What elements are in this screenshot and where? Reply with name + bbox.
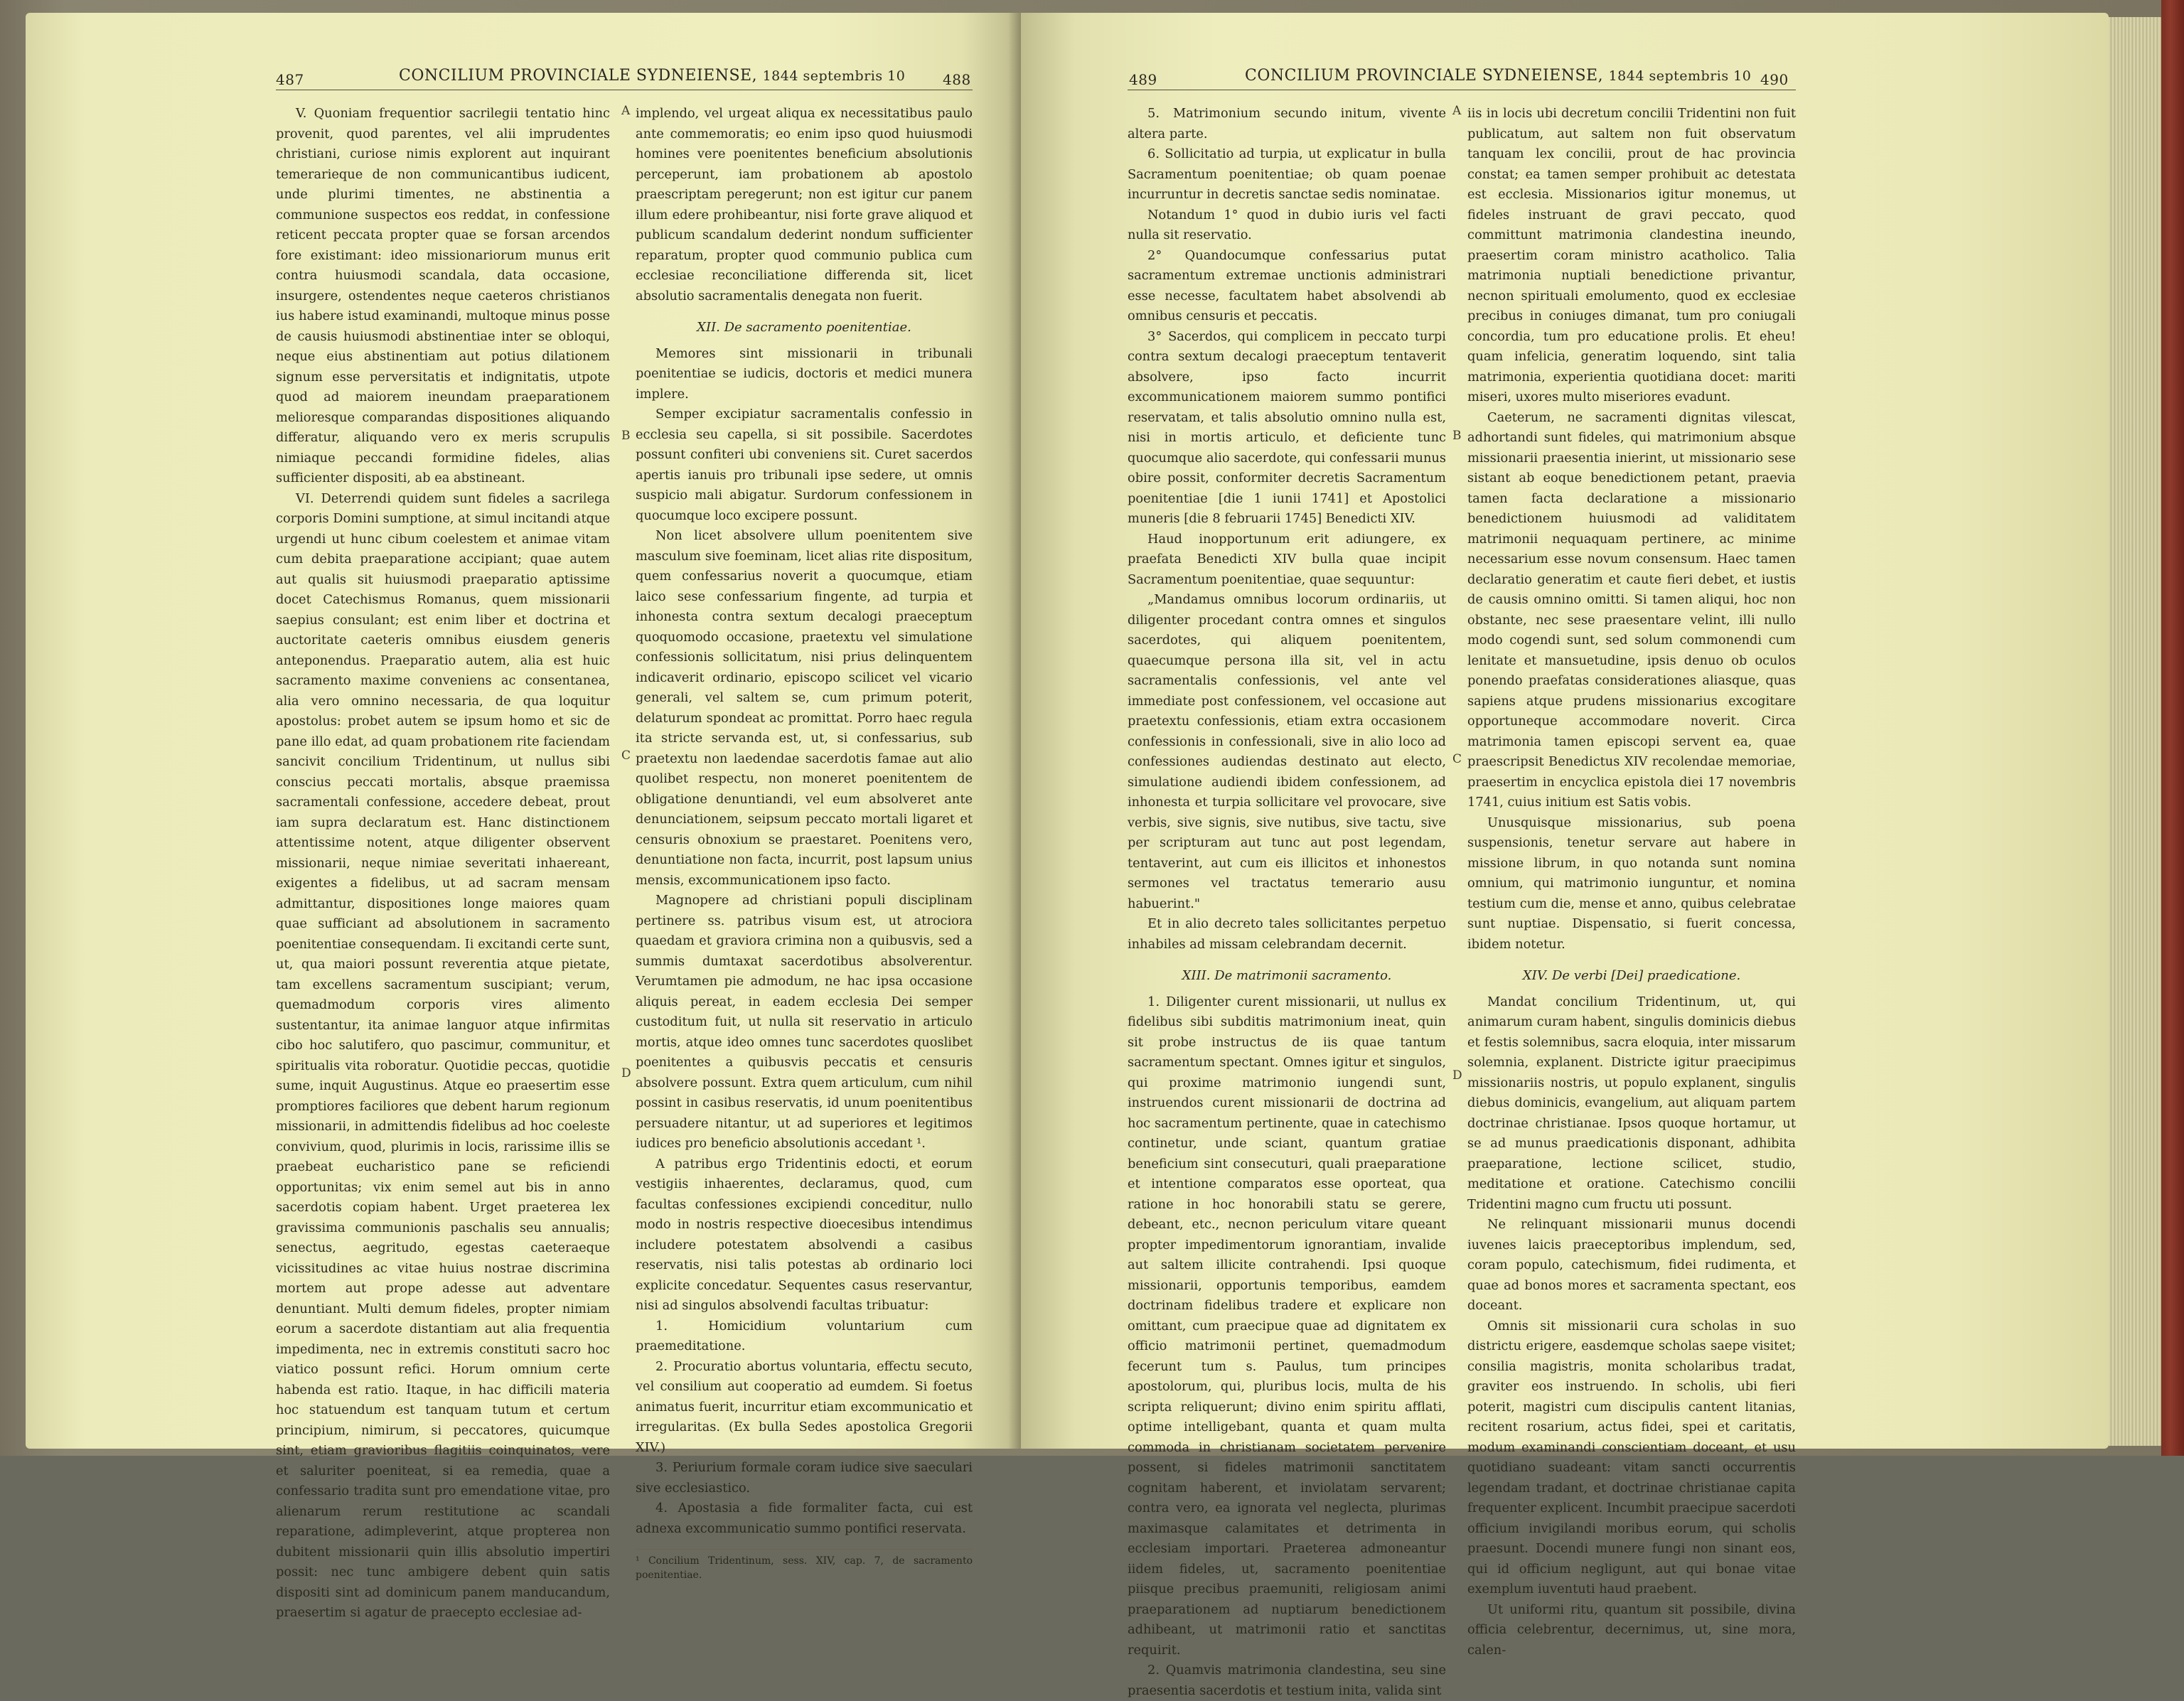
list-item: 4. Apostasia a fide formaliter facta, cui est adnexa excommunicatio summo pontifici reservata.	[636, 1501, 973, 1536]
section-heading-xiv: XIV. De verbi [Dei] praedicatione.	[1522, 968, 1741, 983]
paragraph: Semper excipiatur sacramentalis confessio in ecclesia seu capella, si sit possibile. Sacerdotes possunt confiteri ubi conveniens sit. Curet sacerdos apertis ianuis pro tribunali ipse sedere, ut omnis suspicio mali abigatur. Surdorum confessionem in quocumque loco excipere possunt.	[636, 407, 973, 523]
page-number-489: 489	[1129, 71, 1157, 88]
paragraph: Ne relinquant missionarii munus docendi iuvenes laicis praeceptoribus implendum, sed, coram populo, catechismum, fidei rudimenta, et quae ad bonos mores et sacramenta spectant, eos doceant.	[1467, 1217, 1796, 1313]
paragraph: VI. Deterrendi quidem sunt fideles a sacrilega corporis Domini sumptione, at simul incitandi atque urgendi ut hunc cibum coelestem et animae vitam cum debita praeparatione accipiant; quae autem aut qualis sit huiusmodi praeparatio aptissime docet Catechismus Romanus, quem missionarii saepius consulant; est enim liber et doctrina et auctoritate caeteris omnibus eiusdem generis anteponendus. Praeparatio autem, alia est huic sacramento maxime conveniens ac consentanea, alia vero omnino necessaria, de qua loquitur apostolus: probet autem se ipsum homo et sic de pane illo edat, ad quam probationem rite faciendam sancivit concilium Tridentinum, ut nullus sibi conscius peccati mortalis, absque praemissa sacramentali confessione, accedere debeat, prout iam supra declaratum est. Hanc distinctionem attentissime notent, atque diligenter observent missionarii, neque nimiae severitati inhaereant, exigentes a fidelibus, ut ad sacram mensam admittantur, dispositiones longe maiores quam quae sufficiant ad absolutionem in sacramento poenitentiae consequendam. Ii excitandi certe sunt, ut, qua maiori possunt reverentia atque pietate, tam excellens sacramentum suscipiant; verum, quemadmodum corporis vires alimento sustentantur, ita animae languor atque infirmitas cibo hoc salutifero, quo pascimur, communitur, et spiritualis vita roboratur. Quotidie peccas, quotidie sume, inquit Augustinus. Atque eo praesertim esse promptiores faciliores que debent harum regionum missionarii, in admittendis fidelibus ad hoc coeleste convivium, quod, plurimis in locis, rarissime illis se praebeat eucharistico pane se reficiendi opportunitas; vix enim semel aut bis in anno sacerdotis copiam habent. Urget praeterea lex gravissima communionis paschalis seu annualis; senectus, aegritudo, egestas caeteraeque vicissitudines ac vitae huius nostrae discrimina mortem aut prope adesse aut adventare denuntiant. Multi demum fideles, propter nimiam eorum a sacerdote distantiam aut alia frequentia impedimenta, nec in extremis constituti sacro hoc viatico possunt refici. Horum omnium certe habenda est ratio. Itaque, in hac difficili materia hoc statuendum est tanquam tutum et certum principium, nimirum, si peccatores, quicumque sint, etiam gravioribus flagitiis coinquinatos, vere et saluriter poeniteat, si ea remedia, quae a confessario tradita sunt pro emendatione vitae, pro alienarum rerum restitutione ac scandali reparatione, adimpleverint, atque propterea non dubitent missionarii quin illis absolutio impertiri possit: nec tunc ambigere debent quin satis dispositi sint ad dominicum panem manducandum, praesertim si agatur de praecepto ecclesiae ad-	[276, 490, 610, 1620]
list-item: 1. Homicidium voluntarium cum praemeditatione.	[636, 1318, 973, 1353]
paragraph: implendo, vel urgeat aliqua ex necessitatibus paulo ante commemoratis; eo enim ipso quod huiusmodi homines vere poenitentes beneficium absolutionis perceperunt, iam probationem ab apostolo praescriptam peregerunt; non est igitur cur panem illum edere prohibeantur, nisi forte grave aliquod et publicum scandalum dederint nondum sufficienter reparatum, propter quod communio publica cum ecclesiae reconciliatione differenda sit, licet absolutio sacramentalis denegata non fuerit.	[636, 106, 973, 304]
paragraph: Caeterum, ne sacramenti dignitas vilescat, adhortandi sunt fideles, qui matrimonium absque missionarii praesentia inierint, ut missionario sese sistant ab eoque benedictionem petant, praevia tamen facta declaratione a missionario benedictionem huiusmodi ad validitatem matrimonii nequaquam pertinere, ac minime necessarium esse novum consensum. Haec tamen declaratio generatim et caute fieri debet, et iustis de causis omnino omitti. Si tamen aliqui, hoc non obstante, nec sese praesentare velint, illi nullo modo cogendi sunt, sed solum commonendi cum lenitate et mansuetudine, ipsis denuo ob oculos ponendo praefatas considerationes aliasque, quas sapiens atque prudens missionarius excogitare opportuneque accommodare noverit. Circa matrimonia tamen episcopi servent ea, quae praescripsit Benedictus XIV recolendae memoriae, praesertim in encyclica epistola diei 17 novembris 1741, cuius initium est Satis vobis.	[1467, 409, 1796, 810]
footnote: ¹ Concilium Tridentinum, sess. XIV, cap. 7, de sacramento poenitentiae.	[636, 1549, 973, 1582]
page-number-490: 490	[1760, 71, 1789, 88]
page-block-edges	[2109, 17, 2166, 1446]
paragraph: 1. Diligenter curent missionarii, ut nullus ex fidelibus sibi subditis matrimonium ineat, quin sit probe instructus de iis quae tantum sacramentum spectant. Omnes igitur et singulos, qui proxime matrimonio iungendi sunt, instruendos curent missionarii de doctrina ad hoc sacramentum pertinente, quae in catechismo continetur, unde sciant, quantum gratiae beneficium sint consecuturi, quali praeparatione et intentione comparatos esse oporteat, qua ratione in hoc honorabili statu se gerere, debeant, etc., necnon periculum vitare queant propter impedimentorum ignorantiam, invalide aut saltem illicite contrahendi. Ipsi quoque missionarii, opportunis temporibus, eamdem doctrinam fidelibus tradere et explicare non omittant, cum praecipue quae ad dignitatem ex officio matrimonii pertinet, quemadmodum fecerunt tum s. Paulus, tum principes apostolorum, qui, pluribus locis, multa de his scripta reliquerunt; divino enim spiritu afflati, optime intelligebant, quanta et quam multa commoda in christianam societatem pervenire possent, si fideles matrimonii sanctitatem cognitam haberent, et inviolatam servarent; contra vero, ea ignorata vel neglecta, plurimas maximasque calamitates et detrimenta in ecclesiam importari. Praeterea admoneantur iidem fideles, ut, sacramento poenitentiae piisque precibus praemuniti, religiosam animi praeparationem ad nuptiarum benedictionem adhibeant, ut matrimonii ratio et sanctitas requirit.	[1128, 994, 1446, 1658]
paragraph: Omnis sit missionarii cura scholas in suo districtu erigere, easdemque scholas saepe visitet; consilia magistris, monita scholaribus tradat, graviter eos instruendo. In scholis, ubi fieri poterit, magistri cum discipulis cantent litanias, recitent rosarium, actus fidei, spei et caritatis, modum examinandi conscientiam doceant, et usu quotidiano suadeant: vitam sancti occurrentis legendam tradant, et doctrinae christianae capita frequenter explicent. Incumbit praecipue sacerdoti officium invigilandi moribus eorum, qui scholis praesunt. Docendi munere fungi non sinant eos, qui id officium negligunt, aut qui bonae vitae exemplum iuventuti haud praebent.	[1467, 1318, 1796, 1597]
margin-mark-d: D	[1452, 1068, 1462, 1083]
margin-mark-d: D	[621, 1066, 631, 1080]
margin-mark-a: A	[621, 104, 631, 118]
running-title-text: CONCILIUM PROVINCIALE SYDNEIENSE,	[399, 67, 758, 85]
left-page-column-1	[276, 104, 610, 1624]
paragraph: Memores sint missionarii in tribunali poenitentiae se iudicis, doctoris et medici munera implere.	[636, 345, 973, 402]
paragraph: Mandat concilium Tridentinum, ut, qui animarum curam habent, singulis dominicis diebus et festis solemnibus, sacra eloquia, inter missarum solemnia, explanent. Districte igitur praecipimus missionariis nostris, ut populo explanent, singulis diebus dominicis, evangelium, aut aliquam partem doctrinae christianae. Ipsos quoque hortamur, ut se ad munus praedicationis disponant, adhibita praeparatione, lectione scilicet, studio, meditatione et oratione. Catechismo concilii Tridentini magno cum fructu uti possunt.	[1467, 994, 1796, 1212]
paragraph: 3° Sacerdos, qui complicem in peccato turpi contra sextum decalogi praeceptum tentaverit absolvere, ipso facto incurrit excommunicationem maiorem summo pontifici reservatam, et talis absolutio omnino nulla est, nisi in mortis articulo, et deficiente tunc quocumque alio sacerdote, qui confessarii munus obire possit, conformiter decretis Sacramentum poenitentiae [die 1 iunii 1741] et Apostolici muneris [die 8 februarii 1745] Benedicti XIV.	[1128, 328, 1446, 526]
paragraph: Notandum 1° quod in dubio iuris vel facti nulla sit reservatio.	[1128, 207, 1446, 242]
list-item: 2. Procuratio abortus voluntaria, effectu secuto, vel consilium aut cooperatio ad eumdem. Si foetus animatus fuerit, incurritur etiam excommunicatio et irregularitas. (Ex bulla Sedes apostolica Gregorii XIV.)	[636, 1358, 973, 1455]
left-page	[26, 13, 1021, 1620]
margin-mark-a: A	[1452, 104, 1462, 118]
paragraph: Magnopere ad christiani populi disciplinam pertinere ss. patribus visum est, ut atrociora quaedam et graviora crimina non a quibusvis, sed a summis dumtaxat sacerdotibus absolverentur. Verumtamen pie admodum, ne hac ipsa occasione aliquis pereat, in eadem ecclesia Dei semper custoditum fuit, ut nulla sit reservatio in articulo mortis, atque ideo omnes tunc sacerdotes quoslibet poenitentes a quibusvis peccatis et censuris absolvere possunt. Extra quem articulum, cum nihil possint in casibus reservatis, id unum poenitentibus persuadere nitantur, ut ad superiores et legitimos iudices pro beneficio absolutionis accedant ¹.	[636, 893, 973, 1151]
page-number-487: 487	[276, 71, 304, 88]
left-page-header	[26, 57, 1021, 90]
paragraph: 2. Quamvis matrimonia clandestina, seu sine praesentia sacerdotis et testium inita, valida sint	[1128, 1663, 1446, 1698]
section-heading-xii: XII. De sacramento poenitentiae.	[697, 320, 911, 335]
margin-mark-c: C	[621, 748, 631, 763]
paragraph: 5. Matrimonium secundo initum, vivente altera parte.	[1128, 106, 1446, 141]
list-item: 3. Periurium formale coram iudice sive saeculari sive ecclesiastico.	[636, 1460, 973, 1496]
right-page-column-2	[1467, 104, 1796, 1660]
running-title-date: 1844 septembris 10	[762, 68, 906, 84]
margin-mark-c: C	[1452, 752, 1462, 766]
margin-mark-b: B	[621, 429, 631, 443]
right-page	[1021, 13, 2109, 1698]
page-number-488: 488	[943, 71, 971, 88]
paragraph: 2° Quandocumque confessarius putat sacramentum extremae unctionis administrari esse necesse, facultatem habet absolvendi ab omnibus censuris et peccatis.	[1128, 247, 1446, 323]
margin-mark-b: B	[1452, 429, 1462, 443]
paragraph: Unusquisque missionarius, sub poena suspensionis, tenetur servare aut habere in missione librum, in quo notanda sunt nomina omnium, qui matrimonio iunguntur, et nomina testium cum die, mense et anno, quibus celebratae sunt nuptiae. Dispensatio, si fuerit concessa, ibidem notetur.	[1467, 815, 1796, 952]
running-title	[1245, 67, 1751, 85]
paragraph: V. Quoniam frequentior sacrilegii tentatio hinc provenit, quod parentes, vel alii imprudentes christiani, curiose nimis explorent aut inquirant temerarieque de non communicantibus iudicent, unde plurimi timentes, ne abstinentia a communione suspectos eos reddat, in confessione reticent peccata propter quae se forsan arcendos fore existimant: ideo missionariorum munus erit contra huiusmodi scandala, data occasione, insurgere, ostendentes neque caeteros christianos ius habere istud examinandi, multoque minus posse de causis huiusmodi abstinentiae inter se obloqui, neque eius abstinentiam aut potius dilationem signum esse perversitatis et indignitatis, utpote quod ad maiorem ineundam praeparationem melioresque comparandas dispositiones aliquando differatur, aliquando vero ex meris scrupulis nimiaque peccandi formidine fideles, alias sufficienter dispositi, ab ea abstineant.	[276, 106, 610, 485]
paragraph: A patribus ergo Tridentinis edocti, et eorum vestigiis inhaerentes, declaramus, quod, cum facultas confessiones excipiendi conceditur, nullo modo in nostris respective dioecesibus intendimus includere potestatem absolvendi a casibus reservatis, nisi talis potestas ab ordinario loci explicite concedatur. Sequentes casus reservantur, nisi ad singulos absolvendi facultas tribuatur:	[636, 1156, 973, 1313]
section-heading-xiii: XIII. De matrimonii sacramento.	[1182, 968, 1392, 983]
paragraph: Ut uniformi ritu, quantum sit possibile, divina officia celebrentur, decernimus, ut, sine mora, calen-	[1467, 1601, 1796, 1658]
paragraph: 6. Sollicitatio ad turpia, ut explicatur in bulla Sacramentum poenitentiae; ob quam poenae incurruntur in decretis sanctae sedis nominatae.	[1128, 146, 1446, 202]
paragraph: iis in locis ubi decretum concilii Tridentini non fuit publicatum, aut saltem non fuit observatum tanquam lex concilii, prout de hac provincia constat; ea tamen semper prohibuit ac detestata est ecclesia. Missionarios igitur monemus, ut fideles instruant de gravi peccato, quod committunt matrimonia clandestina ineundo, praesertim coram ministro acatholico. Talia matrimonia nuptiali benedictione privantur, necnon spirituali emolumento, quod ex ecclesiae precibus in coniuges dimanat, tum pro coniugali concordia, tum pro educatione prolis. Et eheu! quam infelicia, generatim loquendo, sint talia matrimonia, experientia quotidiana docet: mariti miseri, uxores multo miseriores evadunt.	[1467, 106, 1796, 404]
right-page-header	[1021, 57, 2109, 90]
paragraph: „Mandamus omnibus locorum ordinariis, ut diligenter procedant contra omnes et singulos sacerdotes, qui aliquem poenitentem, quaecumque persona illa sit, vel in actu sacramentalis confessionis, vel ante vel immediate post confessionem, vel occasione aut praetextu confessionis, etiam extra occasionem confessionis in confessionali, sive in alio loco ad confessiones audiendas destinato aut electo, simulatione audiendi ibidem confessionem, ad inhonesta et turpia sollicitare vel provocare, sive verbis, sive signis, sive nutibus, sive tactu, sive per scripturam aut tunc aut post legendam, tentaverint, aut cum eis illicitos et inhonestos sermones vel tractatus temerario ausu habuerint."	[1128, 592, 1446, 911]
running-title	[399, 67, 905, 85]
paragraph: Et in alio decreto tales sollicitantes perpetuo inhabiles ad missam celebrandam decernit.	[1128, 916, 1446, 952]
right-page-column-1	[1128, 104, 1446, 1701]
running-title-text: CONCILIUM PROVINCIALE SYDNEIENSE,	[1245, 67, 1604, 85]
book-cover-edge	[2161, 0, 2184, 1456]
left-page-column-2	[636, 104, 973, 1582]
paragraph: Non licet absolvere ullum poenitentem sive masculum sive foeminam, licet alias rite dispositum, quem confessarius noverit a quocumque, etiam laico sese confessarium fingente, ad turpia et inhonesta contra sextum decalogi praeceptum quoquomodo occasione, praetextu vel simulatione confessionis sollicitatum, nisi prius delinquentem indicaverit ordinario, episcopo scilicet vel vicario generali, vel saltem se, cum primum poterit, delaturum spondeat ac promittat. Porro haec regula ita stricte servanda est, ut, si confessarius, sub praetextu non laedendae sacerdotis famae aut alio quolibet respectu, non moneret poenitentem de obligatione denuntiandi, vel eum absolveret ante denunciationem, seipsum peccato mortali ligaret et censuris obnoxium se praestaret. Poenitens vero, denuntiatione non facta, incurrit, post lapsum unius mensis, excommunicationem ipso facto.	[636, 528, 973, 888]
paragraph: Haud inopportunum erit adiungere, ex praefata Benedicti XIV bulla quae incipit Sacramentum poenitentiae, quae sequuntur:	[1128, 531, 1446, 587]
running-title-date: 1844 septembris 10	[1608, 68, 1752, 84]
